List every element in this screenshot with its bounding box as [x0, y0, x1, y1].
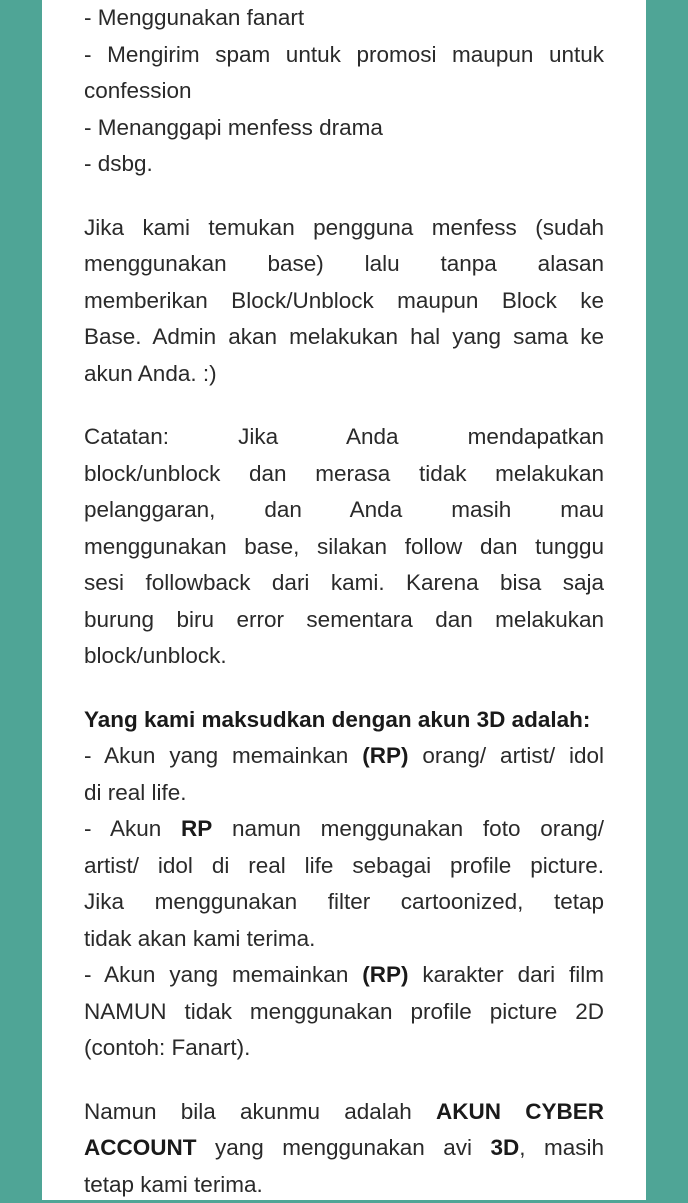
list-item-1	[84, 738, 604, 775]
paragraph-line: sesi followback dari kami. Karena bisa saja	[84, 565, 604, 602]
section-heading-text: Yang kami maksudkan dengan akun 3D adalah:	[84, 707, 590, 732]
block-paragraph	[84, 210, 604, 393]
list-item-text: karakter dari film	[409, 962, 605, 987]
list-item-text: namun menggunakan foto orang/	[212, 816, 604, 841]
list-item-2	[84, 811, 604, 848]
paragraph-line	[84, 1094, 604, 1131]
list-item-text: - Akun yang memainkan	[84, 962, 362, 987]
paragraph-gap	[84, 675, 604, 702]
list-item-1-cont: di real life.	[84, 775, 604, 812]
rule-item-fanart: - Menggunakan fanart	[84, 0, 604, 37]
list-item-text: orang/ artist/ idol	[408, 743, 604, 768]
akun-cyber-bold: AKUN CYBER	[436, 1099, 604, 1124]
list-item-3-cont: NAMUN tidak menggunakan profile picture 2D	[84, 994, 604, 1031]
list-item-3-cont: (contoh: Fanart).	[84, 1030, 604, 1067]
paragraph-gap	[84, 392, 604, 419]
paragraph-line: Catatan: Jika Anda mendapatkan	[84, 419, 604, 456]
list-item-text: - Akun	[84, 816, 181, 841]
paragraph-line: memberikan Block/Unblock maupun Block ke	[84, 283, 604, 320]
paragraph-line: pelanggaran, dan Anda masih mau	[84, 492, 604, 529]
cyber-paragraph	[84, 1094, 604, 1203]
rp-bold: (RP)	[362, 743, 408, 768]
paragraph-line: menggunakan base, silakan follow dan tunggu	[84, 529, 604, 566]
list-item-3	[84, 957, 604, 994]
document-content	[84, 0, 604, 1203]
paragraph-gap	[84, 183, 604, 210]
rp-bold: RP	[181, 816, 212, 841]
paragraph-line: block/unblock dan merasa tidak melakukan	[84, 456, 604, 493]
paragraph-line: burung biru error sementara dan melakukan	[84, 602, 604, 639]
rule-item-spam-cont: confession	[84, 73, 604, 110]
rule-item-drama: - Menanggapi menfess drama	[84, 110, 604, 147]
list-item-2-cont: artist/ idol di real life sebagai profile picture.	[84, 848, 604, 885]
paragraph-line: block/unblock.	[84, 638, 604, 675]
paragraph-line: tetap kami terima.	[84, 1167, 604, 1203]
paragraph-gap	[84, 1067, 604, 1094]
paragraph-line	[84, 1130, 604, 1167]
paragraph-text: , masih	[519, 1135, 604, 1160]
akun-3d-section	[84, 702, 604, 1067]
rules-list	[84, 0, 604, 183]
rp-bold: (RP)	[362, 962, 408, 987]
document-page	[42, 0, 646, 1200]
paragraph-line: Base. Admin akan melakukan hal yang sama ke	[84, 319, 604, 356]
list-item-2-cont: Jika menggunakan filter cartoonized, tetap	[84, 884, 604, 921]
account-bold: ACCOUNT	[84, 1135, 197, 1160]
list-item-2-cont: tidak akan kami terima.	[84, 921, 604, 958]
rule-item-spam: - Mengirim spam untuk promosi maupun untuk	[84, 37, 604, 74]
3d-bold: 3D	[491, 1135, 520, 1160]
paragraph-line: akun Anda. :)	[84, 356, 604, 393]
list-item-text: - Akun yang memainkan	[84, 743, 362, 768]
paragraph-line: Jika kami temukan pengguna menfess (sudah	[84, 210, 604, 247]
section-heading	[84, 702, 604, 739]
note-paragraph	[84, 419, 604, 675]
paragraph-line: menggunakan base) lalu tanpa alasan	[84, 246, 604, 283]
paragraph-text: Namun bila akunmu adalah	[84, 1099, 436, 1124]
rule-item-dsbg: - dsbg.	[84, 146, 604, 183]
paragraph-text: yang menggunakan avi	[197, 1135, 491, 1160]
